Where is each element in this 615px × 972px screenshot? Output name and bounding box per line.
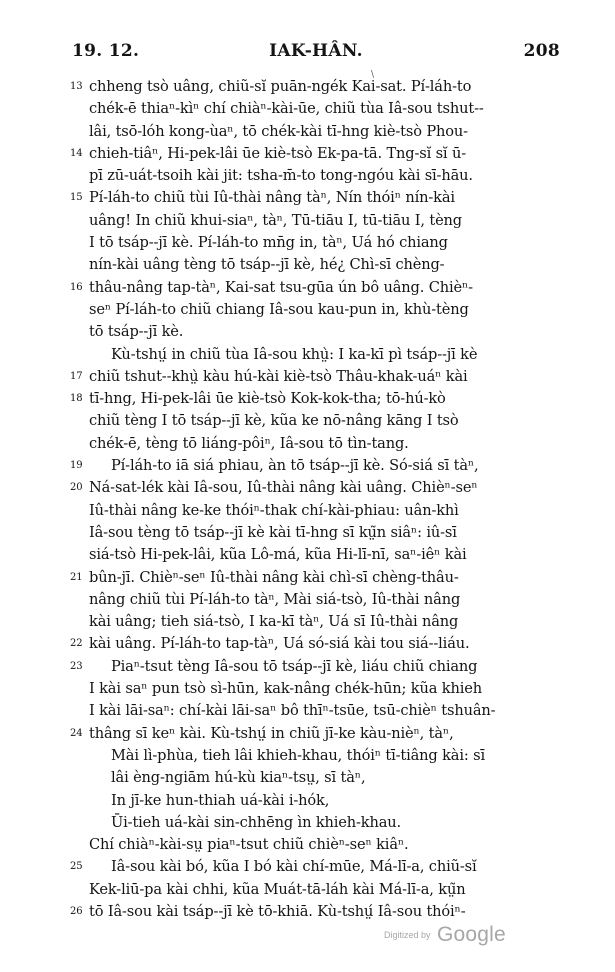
line-text: kài uâng. Pí-láh-to tap-tàⁿ, Uá só-siá kài tou siá--liáu. xyxy=(89,635,470,653)
verse-number: 13 xyxy=(70,81,83,92)
text-line xyxy=(0,633,615,655)
text-line xyxy=(0,767,615,789)
text-line xyxy=(0,567,615,589)
line-text: thâu-nâng tap-tàⁿ, Kai-sat tsu-gūa ún bô uâng. Chièⁿ- xyxy=(89,278,473,296)
verse-number: 17 xyxy=(70,370,83,382)
line-text: tī-hng, Hi-pek-lâi ūe kiè-tsò Kok-kok-tha; tō-hú-kò xyxy=(89,390,446,408)
line-text: In jī-ke hun-thiah uá-kài i-hók, xyxy=(111,791,330,809)
text-line xyxy=(0,544,615,566)
line-text: uâng! In chiũ khui-siaⁿ, tàⁿ, Tū-tiāu I, tū-tiāu I, tèng xyxy=(89,211,462,229)
book-title: IAK-HÂN. xyxy=(269,41,363,61)
text-body xyxy=(0,76,615,923)
text-line xyxy=(0,745,615,767)
text-line xyxy=(0,76,615,98)
line-text: Iâ-sou tèng tō tsáp--jī kè kài tī-hng sī kṳ̃n siâⁿ: iû-sī xyxy=(89,523,457,541)
line-text: Pí-láh-to chiũ tùi Iû-thài nâng tàⁿ, Nín thóiⁿ nín-kài xyxy=(89,189,455,207)
text-line xyxy=(0,232,615,254)
text-line xyxy=(0,366,615,388)
text-line xyxy=(0,700,615,722)
text-line xyxy=(0,410,615,432)
text-line xyxy=(0,98,615,120)
text-line xyxy=(0,723,615,745)
verse-number: 19 xyxy=(70,460,83,472)
line-text: chheng tsò uâng, chiũ-sĭ puān-ngék Kai-sat. Pí-láh-to xyxy=(89,78,472,95)
line-text: pī zū-uát-tsoih kài jit: tsha-m̄-to tong-ngóu kài sī-hāu. xyxy=(89,167,473,185)
verse-number: 26 xyxy=(70,905,83,917)
text-line xyxy=(0,678,615,700)
line-text: Pí-láh-to iā siá phiau, àn tō tsáp--jī kè. Só-siá sī tàⁿ, xyxy=(111,457,479,475)
line-text: Iâ-sou kài bó, kũa I bó kài chí-mūe, Má-lī-a, chiũ-sĭ xyxy=(111,858,477,876)
verse-number: 15 xyxy=(70,192,83,204)
line-text: nâng chiũ tùi Pí-láh-to tàⁿ, Mài siá-tsò, Iû-thài nâng xyxy=(89,590,461,608)
text-line xyxy=(0,856,615,878)
line-text: nín-kài uâng tèng tō tsáp--jī kè, hé¿ Chì-sī chèng- xyxy=(89,256,445,274)
text-line xyxy=(0,879,615,901)
line-text: Mài lì-phùa, tieh lâi khieh-khau, thóiⁿ tī-tiâng kài: sī xyxy=(111,746,485,764)
text-line xyxy=(0,455,615,477)
watermark-small-text: Digitized by xyxy=(384,930,431,940)
line-text: bûn-jī. Chièⁿ-seⁿ Iû-thài nâng kài chì-sī chèng-thâu- xyxy=(89,568,459,586)
line-text: I tō tsáp--jī kè. Pí-láh-to mn̄g in, tàⁿ, Uá hó chiang xyxy=(89,234,448,252)
line-text: chék-ē, tèng tō liáng-pôiⁿ, Iâ-sou tō tìn-tang. xyxy=(89,434,409,452)
text-line xyxy=(0,299,615,321)
text-line xyxy=(0,901,615,923)
text-line xyxy=(0,812,615,834)
verse-number: 20 xyxy=(70,482,83,494)
text-line xyxy=(0,656,615,678)
running-header xyxy=(72,41,560,65)
text-line xyxy=(0,165,615,187)
line-text: thâng sī keⁿ kài. Kù-tshṳ́ in chiũ jī-ke kàu-nièⁿ, tàⁿ, xyxy=(89,724,454,742)
text-line xyxy=(0,589,615,611)
text-line xyxy=(0,321,615,343)
page-number: 208 xyxy=(523,41,560,61)
line-text: chieh-tiâⁿ, Hi-pek-lâi ūe kiè-tsò Ek-pa-tā. Tng-sĭ sĭ ū- xyxy=(89,144,466,162)
line-text: Iû-thài nâng ke-ke thóiⁿ-thak chí-kài-phiau: uân-khì xyxy=(89,501,459,519)
text-line xyxy=(0,433,615,455)
line-text: siá-tsò Hi-pek-lâi, kũa Lô-má, kũa Hi-lī-nī, saⁿ-iêⁿ kài xyxy=(89,546,467,564)
text-line xyxy=(0,834,615,856)
google-watermark xyxy=(384,923,506,947)
line-text: chiũ tèng I tō tsáp--jī kè, kũa ke nō-nâng kāng I tsò xyxy=(89,412,459,430)
line-text: kài uâng; tieh siá-tsò, I ka-kī tàⁿ, Uá sī Iû-thài nâng xyxy=(89,613,459,631)
line-text: seⁿ Pí-láh-to chiũ chiang Iâ-sou kau-pun in, khù-tèng xyxy=(89,300,469,318)
line-text: chék-ē thiaⁿ-kìⁿ chí chiàⁿ-kài-ūe, chiũ tùa Iâ-sou tshut-- xyxy=(89,100,484,118)
text-line xyxy=(0,790,615,812)
verse-number: 14 xyxy=(70,147,83,159)
text-line xyxy=(0,210,615,232)
line-text: I kài lāi-saⁿ: chí-kài lāi-saⁿ bô thīⁿ-tsūe, tsū-chièⁿ tshuân- xyxy=(89,702,496,720)
verse-number: 18 xyxy=(70,393,83,405)
line-text: lâi èng-ngiām hú-kù kiaⁿ-tsṳ, sī tàⁿ, xyxy=(111,769,366,787)
text-line xyxy=(0,187,615,209)
line-text: Kek-liū-pa kài chhi, kũa Muát-tā-láh kài Má-lī-a, kṳ̃n xyxy=(89,880,466,898)
line-text: tō tsáp--jī kè. xyxy=(89,323,184,341)
verse-number: 22 xyxy=(70,638,83,650)
line-text: Ūi-tieh uá-kài sin-chhēng ìn khieh-khau. xyxy=(111,813,402,831)
text-line xyxy=(0,522,615,544)
line-text: I kài saⁿ pun tsò sì-hūn, kak-nâng chék-hūn; kũa khieh xyxy=(89,680,482,698)
text-line xyxy=(0,500,615,522)
line-text: Piaⁿ-tsut tèng Iâ-sou tō tsáp--jī kè, liáu chiũ chiang xyxy=(111,657,478,675)
text-line xyxy=(0,344,615,366)
verse-number: 23 xyxy=(70,660,83,672)
stray-mark: \ xyxy=(371,70,375,80)
text-line xyxy=(0,477,615,499)
line-text: Kù-tshṳ́ in chiũ tùa Iâ-sou khṳ̀: I ka-kī pì tsáp--jī kè xyxy=(111,345,478,363)
line-text: tō Iâ-sou kài tsáp--jī kè tō-khiā. Kù-tshṳ́ Iâ-sou thóiⁿ- xyxy=(89,902,466,920)
text-line xyxy=(0,611,615,633)
verse-number: 25 xyxy=(70,861,83,873)
text-line xyxy=(0,277,615,299)
verse-number: 16 xyxy=(70,281,83,293)
verse-number: 21 xyxy=(70,571,83,583)
verse-number: 24 xyxy=(70,727,83,739)
line-text: Chí chiàⁿ-kài-sṳ piaⁿ-tsut chiũ chièⁿ-seⁿ kiâⁿ. xyxy=(89,836,409,854)
line-text: Ná-sat-lék kài Iâ-sou, Iû-thài nâng kài uâng. Chièⁿ-seⁿ xyxy=(89,479,478,497)
text-line xyxy=(0,121,615,143)
text-line xyxy=(0,254,615,276)
google-logo-text: Google xyxy=(436,923,506,946)
line-text: lâi, tsō-lóh kong-ùaⁿ, tō chék-kài tī-hng kiè-tsò Phou- xyxy=(89,122,468,140)
text-line xyxy=(0,143,615,165)
text-line xyxy=(0,388,615,410)
chapter-verse-ref: 19. 12. xyxy=(72,41,140,61)
line-text: chiũ tshut--khṳ̀ kàu hú-kài kiè-tsò Thâu-khak-uáⁿ kài xyxy=(89,367,468,385)
